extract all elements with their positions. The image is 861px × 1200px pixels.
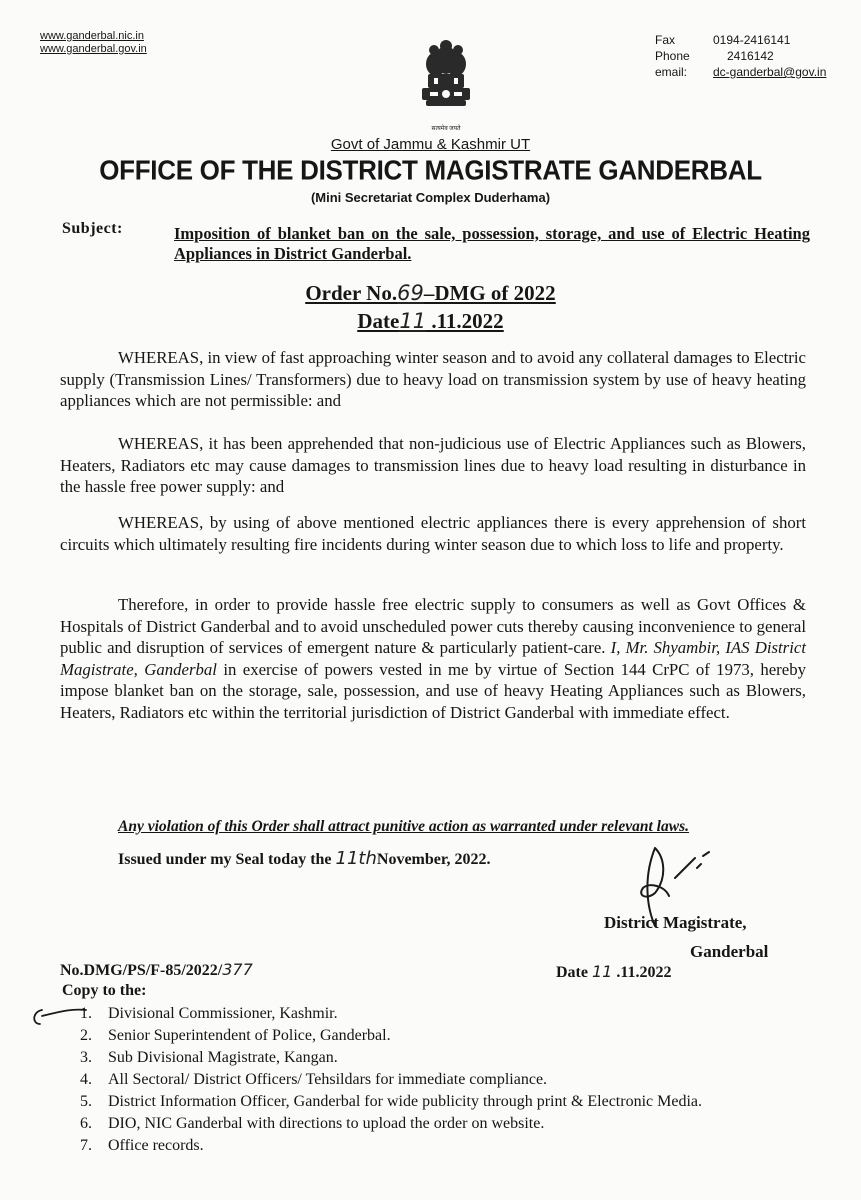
phone-row xyxy=(655,48,826,64)
office-title: OFFICE OF THE DISTRICT MAGISTRATE GANDERBAL xyxy=(99,154,762,186)
order-number-handwritten: 69 xyxy=(397,281,424,305)
email-value[interactable]: dc-ganderbal@gov.in xyxy=(713,65,827,79)
paragraph-whereas-2: WHEREAS, it has been apprehended that non-judicious use of Electric Appliances such as Blowers, Heaters, Radiators etc may cause damages to transmission lines due to heavy load resulting in disturbance in the hassle free power supply: and xyxy=(60,434,806,496)
state-emblem-icon xyxy=(414,38,478,128)
email-row xyxy=(655,64,826,80)
issued-suffix: November, 2022. xyxy=(376,851,491,868)
signatory-place: Ganderbal xyxy=(690,942,769,961)
signature-date-prefix: Date xyxy=(556,964,592,981)
list-item: 6. DIO, NIC Ganderbal with directions to upload the order on website. xyxy=(80,1115,545,1132)
issued-prefix: Issued under my Seal today the xyxy=(118,851,336,868)
signature-date xyxy=(556,962,671,982)
therefore-text-a: Therefore, in order to provide hassle free electric supply to consumers as well as Govt Offices & Hospitals of District Ganderbal and to avoid unscheduled power cuts thereby causing inconvenience to general public and disruption of services of emergent nature & particularly patient-care. xyxy=(60,595,806,657)
copy-to-heading: Copy to the: xyxy=(62,982,147,999)
order-number-prefix: Order No. xyxy=(305,281,398,305)
list-item: 1. Divisional Commissioner, Kashmir. xyxy=(80,1005,338,1022)
reference-handwritten: 377 xyxy=(222,960,253,979)
email-label: email: xyxy=(655,65,688,79)
signature-date-handwritten: 11 xyxy=(591,962,613,981)
list-item: 3. Sub Divisional Magistrate, Kangan. xyxy=(80,1049,338,1066)
list-item: 5. District Information Officer, Ganderbal for wide publicity through print & Electronic Media. xyxy=(80,1093,702,1110)
list-item: 7. Office records. xyxy=(80,1137,204,1154)
signature-date-suffix: .11.2022 xyxy=(612,964,672,981)
website-link-nic[interactable]: www.ganderbal.nic.in xyxy=(40,30,144,42)
fax-row xyxy=(655,32,826,48)
subject-label: Subject: xyxy=(62,220,123,237)
paragraph-whereas-1: WHEREAS, in view of fast approaching winter season and to avoid any collateral damages to Electric supply (Transmission Lines/ Transformers) due to heavy load on transmission system by use of heavy heating appliances which are not permissible: and xyxy=(60,348,806,410)
phone-label: Phone xyxy=(655,49,690,63)
order-number xyxy=(0,281,861,306)
copy-to-list xyxy=(80,1004,810,1158)
fax-label: Fax xyxy=(655,33,676,47)
list-item: 4. All Sectoral/ District Officers/ Tehsildars for immediate compliance. xyxy=(80,1071,548,1088)
govt-name: Govt of Jammu & Kashmir UT xyxy=(330,136,531,153)
order-date xyxy=(0,309,861,334)
order-date-handwritten: 11 xyxy=(399,309,427,333)
fax-value: 0194-2416141 xyxy=(713,33,791,47)
subject-text: Imposition of blanket ban on the sale, possession, storage, and use of Electric Heating Appliances in District Ganderbal. xyxy=(174,224,810,263)
emblem-motto: सत्यमेव जयते xyxy=(431,126,461,132)
contact-block xyxy=(655,32,826,80)
reference-number xyxy=(60,960,253,980)
order-number-suffix: –DMG of 2022 xyxy=(423,281,556,305)
paragraph-therefore xyxy=(60,594,806,723)
therefore-text-c: in exercise of powers vested in me by virtue of Section 144 CrPC of 1973, hereby impose blanket ban on the storage, sale, possession, and use of heavy Heating Appliances such as Blowers, Heaters, Radiators etc within the territorial jurisdiction of District Ganderbal with immediate effect. xyxy=(60,659,806,722)
website-link-gov[interactable]: www.ganderbal.gov.in xyxy=(40,43,147,55)
issued-line xyxy=(118,848,491,869)
phone-value: 2416142 xyxy=(727,49,774,63)
violation-warning: Any violation of this Order shall attract punitive action as warranted under relevant laws. xyxy=(118,818,689,835)
paragraph-whereas-3: WHEREAS, by using of above mentioned electric appliances there is every apprehension of short circuits which ultimately resulting fire incidents during winter season due to which loss to life and property. xyxy=(60,513,806,554)
order-date-prefix: Date xyxy=(357,309,400,333)
signatory-title: District Magistrate, xyxy=(604,913,747,932)
reference-prefix: No.DMG/PS/F-85/2022/ xyxy=(60,962,223,979)
office-address: (Mini Secretariat Complex Duderhama) xyxy=(310,190,551,205)
therefore-magistrate-name: I, Mr. Shyambir, IAS District Magistrate, Ganderbal xyxy=(60,638,806,679)
issued-day-handwritten: 11th xyxy=(335,848,377,869)
website-links xyxy=(40,30,147,56)
order-date-suffix: .11.2022 xyxy=(426,309,504,333)
list-item: 2. Senior Superintendent of Police, Ganderbal. xyxy=(80,1027,391,1044)
